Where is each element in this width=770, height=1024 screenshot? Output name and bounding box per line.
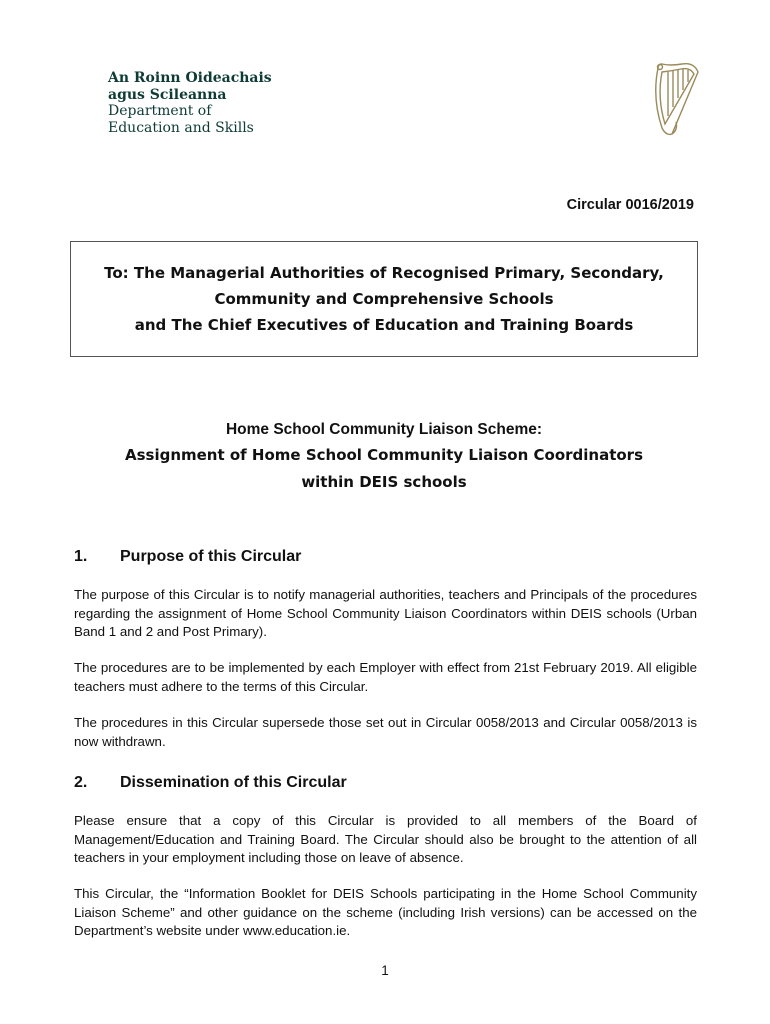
title-line-3: within DEIS schools (301, 473, 467, 491)
document-title (70, 418, 698, 496)
paragraph: The purpose of this Circular is to notify managerial authorities, teachers and Principals of the procedures regarding the assignment of Home School Community Liaison Coordinators within DEIS schools (Urban Band 1 and 2 and Post Primary). (74, 587, 697, 639)
section-number: 1. (74, 548, 88, 565)
addressee-box (70, 241, 698, 357)
addressee-line: Community and Comprehensive Schools (214, 290, 554, 308)
logo-line-irish-2: agus Scileanna (108, 86, 227, 103)
title-line-2: Assignment of Home School Community Liaison Coordinators (124, 446, 644, 464)
title-line-1: Home School Community Liaison Scheme: (225, 421, 543, 438)
page-number: 1 (381, 963, 389, 978)
paragraph: The procedures in this Circular supersede those set out in Circular 0058/2013 and Circular 0058/2013 is now withdrawn. (74, 715, 697, 749)
logo-line-english-2: Education and Skills (108, 119, 254, 136)
section-number: 2. (74, 774, 88, 791)
addressee-line: and The Chief Executives of Education and Training Boards (134, 316, 634, 334)
paragraph: This Circular, the “Information Booklet for DEIS Schools participating in the Home School Community Liaison Scheme” and other guidance on the scheme (including Irish versions) can be accessed on the Department’s website under www.education.ie. (74, 886, 697, 938)
paragraph: Please ensure that a copy of this Circular is provided to all members of the Board of Management/Education and Training Board. The Circular should also be brought to the attention of all teachers in your employment including those on leave of absence. (74, 813, 697, 865)
paragraph: The procedures are to be implemented by each Employer with effect from 21st February 2019. All eligible teachers must adhere to the terms of this Circular. (74, 660, 697, 694)
logo-line-english-1: Department of (108, 103, 212, 119)
department-logo-text (108, 70, 272, 136)
section-title: Dissemination of this Circular (120, 774, 347, 791)
section-title: Purpose of this Circular (120, 548, 302, 565)
addressee-line: To: The Managerial Authorities of Recognised Primary, Secondary, (104, 264, 664, 282)
circular-number: Circular 0016/2019 (566, 197, 694, 213)
logo-line-irish-1: An Roinn Oideachais (108, 70, 272, 86)
harp-icon (648, 58, 706, 138)
